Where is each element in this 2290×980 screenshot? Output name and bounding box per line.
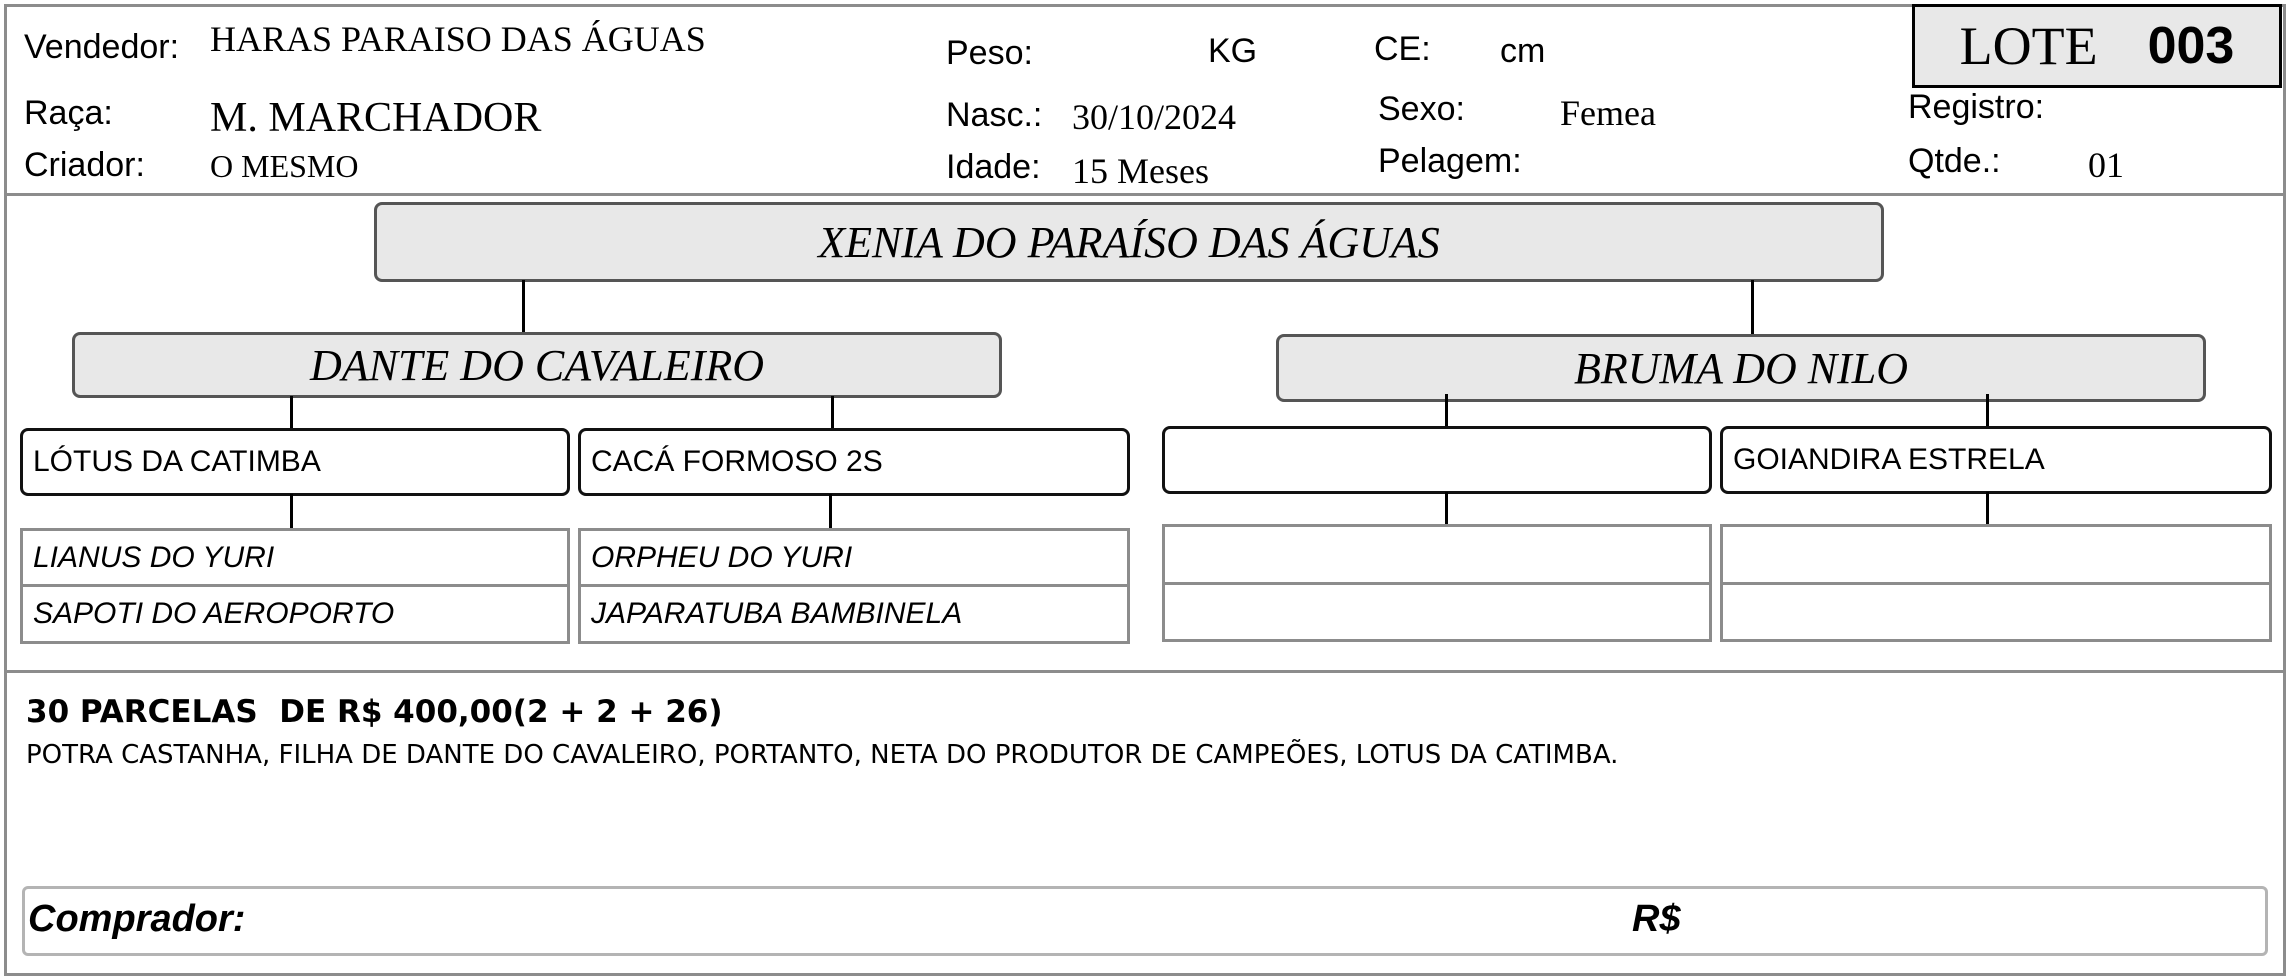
- dam-box: BRUMA DO NILO: [1276, 334, 2206, 402]
- ggp-sd-dam: JAPARATUBA BAMBINELA: [578, 584, 1130, 644]
- ggp-dd-dam: [1720, 582, 2272, 642]
- ce-label: CE:: [1374, 30, 1431, 68]
- lot-label: LOTE: [1959, 16, 2098, 76]
- age-value: 15 Meses: [1072, 151, 1209, 191]
- birth-value: 30/10/2024: [1072, 97, 1237, 137]
- lot-description: POTRA CASTANHA, FILHA DE DANTE DO CAVALEIRO, PORTANTO, NETA DO PRODUTOR DE CAMPEÕES, LOTUS DA CATIMBA.: [26, 740, 1619, 770]
- registry-label: Registro:: [1908, 88, 2045, 126]
- sex-label: Sexo:: [1378, 90, 1465, 128]
- connector-sire-sire: [290, 396, 293, 430]
- connector-animal-dam: [1751, 280, 1754, 336]
- granddam-maternal-box: GOIANDIRA ESTRELA: [1720, 426, 2272, 494]
- price-currency-label: R$: [1632, 898, 1681, 940]
- ce-unit: cm: [1500, 32, 1546, 70]
- qty-value: 01: [2088, 145, 2124, 185]
- breeder-label: Criador:: [24, 146, 145, 184]
- lot-number: 003: [2147, 17, 2235, 75]
- breed-label: Raça:: [24, 94, 113, 132]
- weight-label: Peso:: [946, 34, 1033, 72]
- granddam-paternal-box: CACÁ FORMOSO 2S: [578, 428, 1130, 496]
- connector-dam-dam: [1986, 394, 1989, 428]
- connector-animal-sire: [522, 280, 525, 334]
- coat-label: Pelagem:: [1378, 142, 1522, 180]
- connector-sd: [829, 494, 832, 530]
- weight-unit: KG: [1208, 32, 1258, 70]
- ggp-sd-sire: ORPHEU DO YURI: [578, 528, 1130, 587]
- breeder-value: O MESMO: [210, 148, 359, 184]
- connector-ss: [290, 494, 293, 530]
- age-label: Idade:: [946, 148, 1041, 186]
- ggp-ss-sire: LIANUS DO YURI: [20, 528, 570, 587]
- animal-name-box: XENIA DO PARAÍSO DAS ÁGUAS: [374, 202, 1884, 282]
- payment-terms: 30 PARCELAS DE R$ 400,00(2 + 2 + 26): [26, 694, 723, 730]
- ggp-ds-dam: [1162, 582, 1712, 642]
- connector-sire-dam: [831, 396, 834, 430]
- qty-label: Qtde.:: [1908, 142, 2001, 180]
- ggp-dd-sire: [1720, 524, 2272, 585]
- ggp-ss-dam: SAPOTI DO AEROPORTO: [20, 584, 570, 644]
- buyer-box: [22, 886, 2268, 956]
- ggp-ds-sire: [1162, 524, 1712, 585]
- birth-label: Nasc.:: [946, 96, 1043, 134]
- grandsire-maternal-box: [1162, 426, 1712, 494]
- seller-label: Vendedor:: [24, 28, 180, 66]
- grandsire-paternal-box: LÓTUS DA CATIMBA: [20, 428, 570, 496]
- breed-value: M. MARCHADOR: [210, 95, 542, 141]
- sire-box: DANTE DO CAVALEIRO: [72, 332, 1002, 398]
- connector-dam-sire: [1445, 394, 1448, 430]
- sex-value: Femea: [1560, 93, 1656, 133]
- seller-value: HARAS PARAISO DAS ÁGUAS: [210, 19, 706, 59]
- lot-box: [1912, 4, 2282, 88]
- buyer-label: Comprador:: [28, 898, 246, 940]
